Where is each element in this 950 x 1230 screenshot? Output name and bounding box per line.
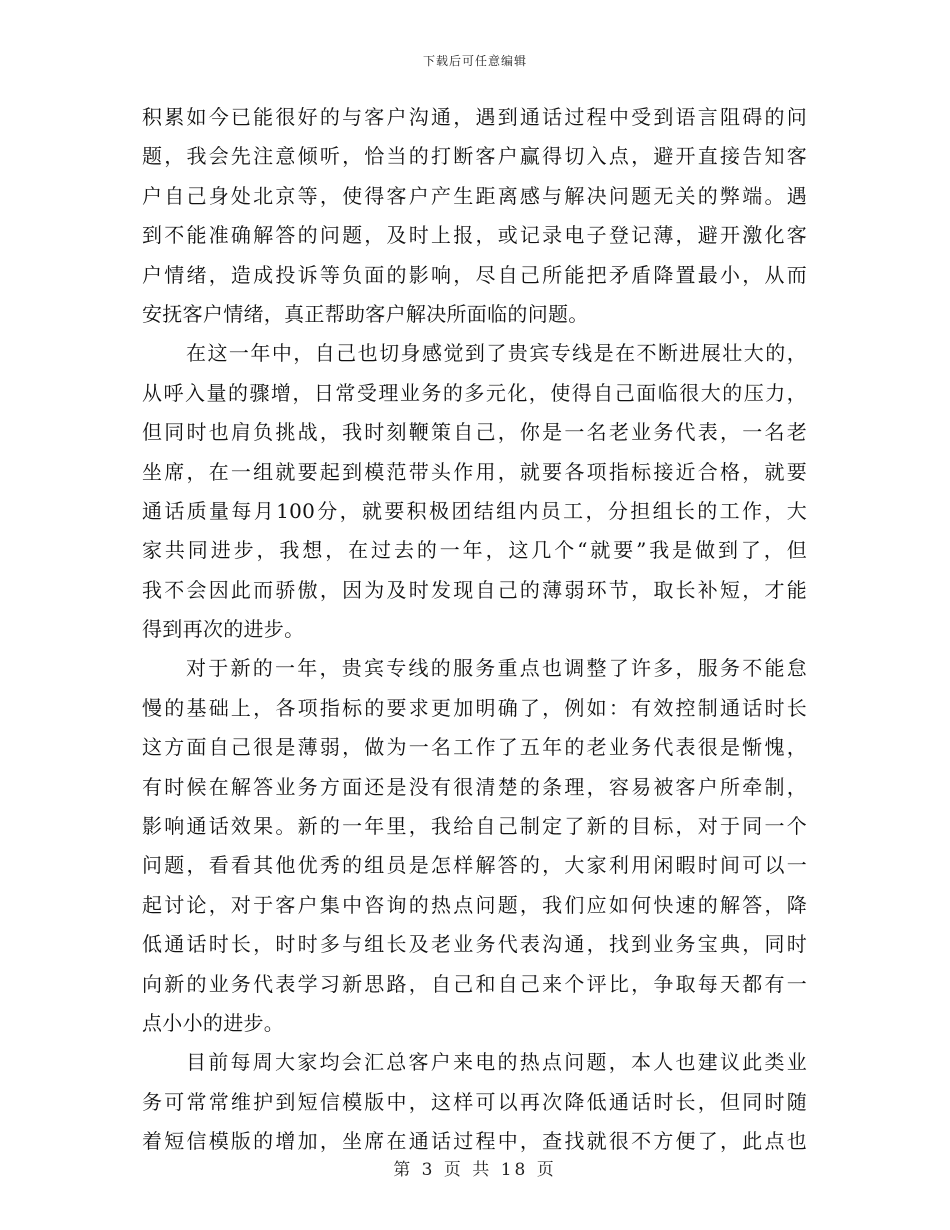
text-line: 影响通话效果。新的一年里，我给自己制定了新的目标，对于同一个: [142, 814, 807, 839]
text-line: 这方面自己很是薄弱，做为一名工作了五年的老业务代表很是惭愧，: [142, 735, 807, 760]
text-line: 务可常常维护到短信模版中，这样可以再次降低通话时长，但同时随: [142, 1089, 807, 1114]
text-line: 着短信模版的增加，坐席在通话过程中，查找就很不方便了，此点也: [142, 1129, 807, 1154]
paragraph-start-line: 在这一年中，自己也切身感觉到了贵宾专线是在不断进展壮大的，: [186, 341, 807, 366]
text-line: 家共同进步，我想，在过去的一年，这几个“就要”我是做到了，但: [142, 538, 807, 563]
page-header: 下载后可任意编辑: [422, 54, 527, 68]
text-line: 低通话时长，时时多与组长及老业务代表沟通，找到业务宝典，同时: [142, 932, 807, 957]
document-body: [142, 98, 807, 1162]
text-line: 户自己身处北京等，使得客户产生距离感与解决问题无关的弊端。遇: [142, 183, 807, 208]
text-line: 向新的业务代表学习新思路，自己和自己来个评比，争取每天都有一: [142, 971, 807, 996]
text-line: 得到再次的进步。: [142, 617, 305, 642]
text-line: 安抚客户情绪，真正帮助客户解决所面临的问题。: [142, 301, 589, 326]
text-line: 坐席，在一组就要起到模范带头作用，就要各项指标接近合格，就要: [142, 459, 807, 484]
text-line: 起讨论，对于客户集中咨询的热点问题，我们应如何快速的解答，降: [142, 892, 807, 917]
text-line: 题，我会先注意倾听，恰当的打断客户赢得切入点，避开直接告知客: [142, 144, 807, 169]
text-line: 通话质量每月100分，就要积极团结组内员工，分担组长的工作，大: [142, 498, 807, 523]
text-line: 到不能准确解答的问题，及时上报，或记录电子登记薄，避开激化客: [142, 223, 807, 248]
text-line: 点小小的进步。: [142, 1010, 285, 1035]
paragraph-start-line: 对于新的一年，贵宾专线的服务重点也调整了许多，服务不能怠: [186, 656, 807, 681]
page-number-footer: 第 3 页 共 18 页: [393, 1160, 557, 1180]
text-line: 慢的基础上，各项指标的要求更加明确了，例如：有效控制通话时长: [142, 695, 807, 720]
text-line: 我不会因此而骄傲，因为及时发现自己的薄弱环节，取长补短，才能: [142, 577, 807, 602]
text-line: 积累如今已能很好的与客户沟通，遇到通话过程中受到语言阻碍的问: [142, 105, 807, 129]
text-line: 问题，看看其他优秀的组员是怎样解答的，大家利用闲暇时间可以一: [142, 853, 807, 878]
text-line: 从呼入量的骤增，日常受理业务的多元化，使得自己面临很大的压力，: [142, 380, 807, 405]
paragraph-start-line: 目前每周大家均会汇总客户来电的热点问题，本人也建议此类业: [186, 1050, 807, 1075]
text-line: 但同时也肩负挑战，我时刻鞭策自己，你是一名老业务代表，一名老: [142, 420, 807, 445]
text-line: 有时候在解答业务方面还是没有很清楚的条理，容易被客户所牵制，: [142, 774, 807, 799]
text-line: 户情绪，造成投诉等负面的影响，尽自己所能把矛盾降置最小，从而: [142, 262, 807, 287]
